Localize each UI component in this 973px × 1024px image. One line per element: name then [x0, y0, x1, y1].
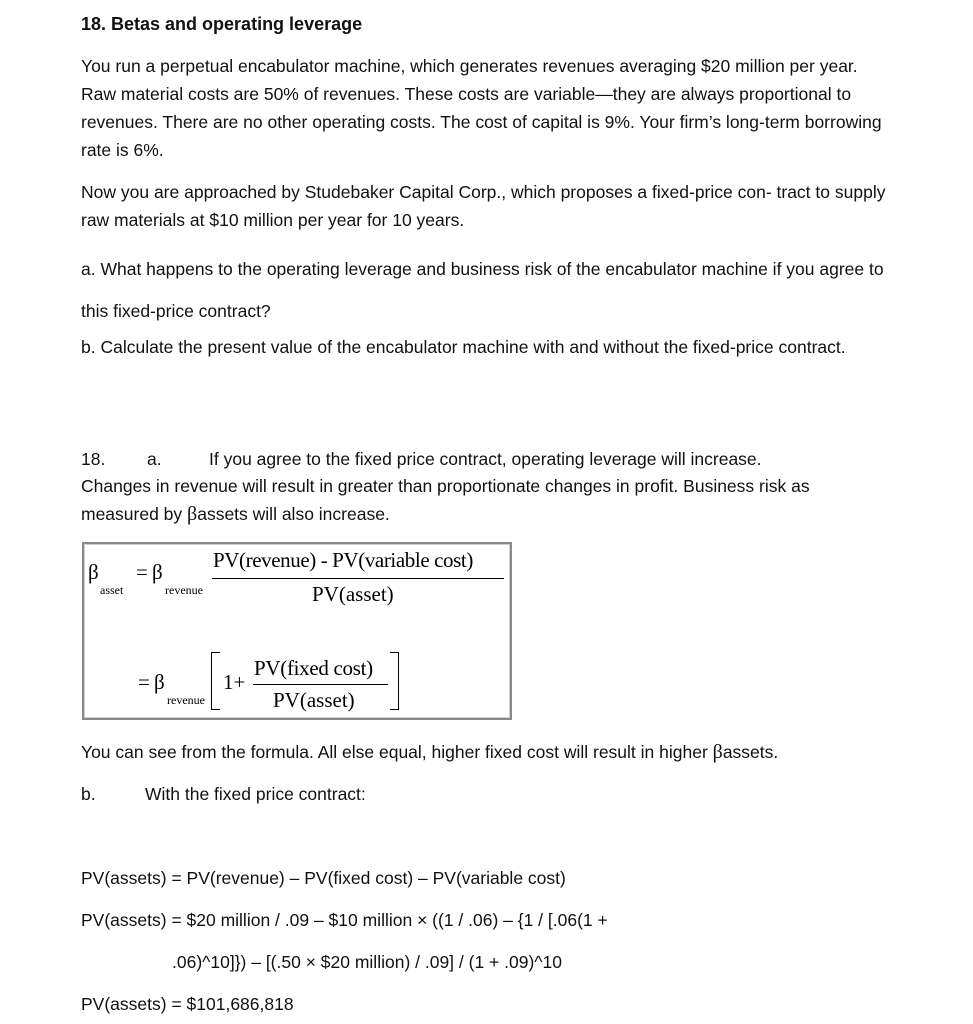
formula-numerator-1: PV(revenue) - PV(variable cost) [213, 548, 473, 572]
answer-a-text: Changes in revenue will result in greater than proportionate changes in profit. Business risk as measured by [81, 476, 810, 524]
formula-note-tail: assets. [722, 742, 779, 762]
formula-note [81, 738, 891, 766]
fraction-line-2 [253, 684, 388, 685]
formula-beta-revenue-2: β [154, 670, 165, 694]
formula-sub-revenue-1: revenue [165, 583, 203, 597]
answer-b-text: With the fixed price contract: [145, 784, 366, 804]
formula-numerator-2: PV(fixed cost) [254, 656, 373, 680]
answer-b-label: b. [81, 784, 96, 804]
formula-sub-asset: asset [100, 583, 124, 597]
formula-one-plus: 1+ [223, 670, 246, 694]
answer-b-line [81, 780, 891, 808]
calc-line-3: .06)^10]}) – [(.50 × $20 million) / .09] / (1 + .09)^10 [172, 952, 562, 972]
beta-symbol: β [187, 503, 198, 525]
question-a: a. What happens to the operating leverage and business risk of the encabulator machine if you agree to this fixed-price contract? [81, 259, 884, 321]
answer-number: 18. [81, 449, 106, 469]
calc-line-1: PV(assets) = PV(revenue) – PV(fixed cost) – PV(variable cost) [81, 868, 566, 888]
formula-denominator-1: PV(asset) [312, 582, 394, 606]
calc-line-4: PV(assets) = $101,686,818 [81, 994, 294, 1014]
calc-line-2: PV(assets) = $20 million / .09 – $10 million × ((1 / .06) – {1 / [.06(1 + [81, 910, 608, 930]
formula-beta-asset: β [88, 560, 99, 584]
problem-title: 18. Betas and operating leverage [81, 14, 363, 34]
left-bracket [211, 652, 220, 710]
right-bracket [390, 652, 399, 710]
formula-equals-2: = [138, 670, 150, 694]
intro-paragraph-2: Now you are approached by Studebaker Capital Corp., which proposes a fixed-price con- tract to supply raw materials at $10 million per year for 10 years. [81, 182, 886, 230]
beta-formula-box [82, 542, 512, 720]
answer-a-first-line [81, 445, 891, 473]
formula-denominator-2: PV(asset) [273, 688, 355, 712]
formula-sub-revenue-2: revenue [167, 693, 205, 707]
beta-symbol-note: β [712, 741, 723, 763]
answer-a-first-text: If you agree to the fixed price contract, operating leverage will increase. [209, 449, 762, 469]
intro-paragraph-1: You run a perpetual encabulator machine, which generates revenues averaging $20 million per year. Raw material costs are 50% of revenues. These costs are variable—they are always proportional to revenues. There are no other operating costs. The cost of capital is 9%. Your firm’s long-term borrowing rate is 6%. [81, 56, 882, 160]
answer-a-paragraph [81, 472, 891, 528]
question-b: b. Calculate the present value of the encabulator machine with and without the fixed-price contract. [81, 337, 846, 357]
formula-beta-revenue-1: β [152, 560, 163, 584]
answer-a-label: a. [147, 449, 162, 469]
formula-note-text: You can see from the formula. All else equal, higher fixed cost will result in higher [81, 742, 713, 762]
formula-equals-1: = [136, 560, 148, 584]
fraction-line-1 [212, 578, 504, 579]
answer-a-tail: assets will also increase. [197, 504, 390, 524]
